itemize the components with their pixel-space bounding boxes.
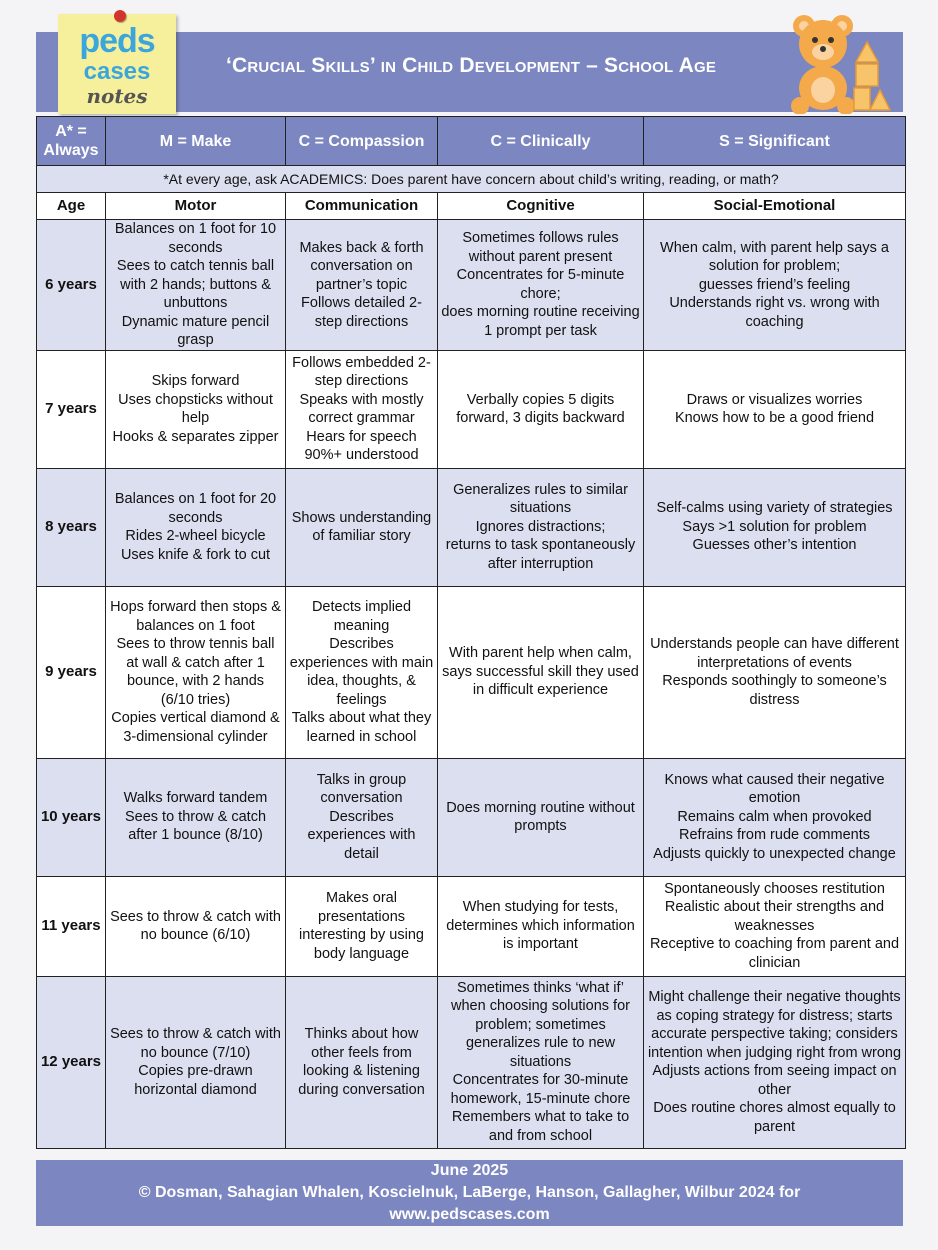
cell-cognitive: Sometimes follows rules without parent present Concentrates for 5-minute chore; does morning routine receiving 1 prompt per task bbox=[438, 220, 644, 351]
cell-age: 8 years bbox=[37, 468, 106, 586]
column-header-row bbox=[37, 193, 906, 220]
cell-motor: Skips forward Uses chopsticks without help Hooks & separates zipper bbox=[106, 350, 286, 468]
cell-cognitive: With parent help when calm, says successful skill they used in difficult experience bbox=[438, 586, 644, 758]
acms-always: A* = Always bbox=[37, 117, 106, 166]
development-table bbox=[36, 116, 906, 1149]
page-footer bbox=[36, 1160, 903, 1226]
cell-cognitive: Sometimes thinks ‘what if’ when choosing solutions for problem; sometimes generalizes rule to new situations Concentrates for 30-minute homework, 15-minute chore Remembers what to take to and from school bbox=[438, 976, 644, 1148]
cell-age: 12 years bbox=[37, 976, 106, 1148]
cell-social: Understands people can have different interpretations of events Responds soothingly to someone’s distress bbox=[644, 586, 906, 758]
table-row bbox=[37, 586, 906, 758]
cell-motor: Sees to throw & catch with no bounce (7/10) Copies pre-drawn horizontal diamond bbox=[106, 976, 286, 1148]
cell-social: Draws or visualizes worries Knows how to be a good friend bbox=[644, 350, 906, 468]
table-row bbox=[37, 758, 906, 876]
cell-motor: Walks forward tandem Sees to throw & catch after 1 bounce (8/10) bbox=[106, 758, 286, 876]
col-cognitive: Cognitive bbox=[438, 193, 644, 220]
acms-clinically: C = Clinically bbox=[438, 117, 644, 166]
col-social-emotional: Social-Emotional bbox=[644, 193, 906, 220]
cell-motor: Balances on 1 foot for 10 seconds Sees to catch tennis ball with 2 hands; buttons & unbuttons Dynamic mature pencil grasp bbox=[106, 220, 286, 351]
cell-age: 9 years bbox=[37, 586, 106, 758]
acms-significant: S = Significant bbox=[644, 117, 906, 166]
table-row bbox=[37, 876, 906, 976]
table-row bbox=[37, 350, 906, 468]
acms-make: M = Make bbox=[106, 117, 286, 166]
footer-date: June 2025 bbox=[430, 1162, 509, 1179]
col-age: Age bbox=[37, 193, 106, 220]
cell-age: 10 years bbox=[37, 758, 106, 876]
academics-note-row bbox=[37, 166, 906, 193]
teddy-bear-icon bbox=[782, 10, 892, 114]
cell-communication: Follows embedded 2-step directions Speaks with mostly correct grammar Hears for speech 90%+ understood bbox=[286, 350, 438, 468]
cell-cognitive: When studying for tests, determines which information is important bbox=[438, 876, 644, 976]
pushpin-icon bbox=[114, 10, 126, 22]
logo-word-notes: notes bbox=[86, 84, 148, 108]
cell-social: When calm, with parent help says a solution for problem; guesses friend’s feeling Understands right vs. wrong with coaching bbox=[644, 220, 906, 351]
table-body bbox=[37, 220, 906, 1149]
footer-url: www.pedscases.com bbox=[389, 1206, 550, 1223]
cell-communication: Makes oral presentations interesting by using body language bbox=[286, 876, 438, 976]
cell-cognitive: Generalizes rules to similar situations Ignores distractions; returns to task spontaneously after interruption bbox=[438, 468, 644, 586]
cell-communication: Detects implied meaning Describes experiences with main idea, thoughts, & feelings Talks about what they learned in school bbox=[286, 586, 438, 758]
cell-cognitive: Verbally copies 5 digits forward, 3 digits backward bbox=[438, 350, 644, 468]
logo-word-peds: peds bbox=[79, 22, 155, 60]
cell-social: Might challenge their negative thoughts as coping strategy for distress; starts accurate perspective taking; considers intention when judging right from wrong Adjusts actions from seeing impact on other Does routine chores almost equally to parent bbox=[644, 976, 906, 1148]
cell-social: Self-calms using variety of strategies Says >1 solution for problem Guesses other’s intention bbox=[644, 468, 906, 586]
cell-social: Spontaneously chooses restitution Realistic about their strengths and weaknesses Receptive to coaching from parent and clinician bbox=[644, 876, 906, 976]
cell-age: 6 years bbox=[37, 220, 106, 351]
logo-word-cases: cases bbox=[83, 58, 151, 85]
table-row bbox=[37, 468, 906, 586]
cell-age: 7 years bbox=[37, 350, 106, 468]
acms-compassion: C = Compassion bbox=[286, 117, 438, 166]
col-motor: Motor bbox=[106, 193, 286, 220]
cell-communication: Thinks about how other feels from looking & listening during conversation bbox=[286, 976, 438, 1148]
col-communication: Communication bbox=[286, 193, 438, 220]
pedscases-logo bbox=[58, 14, 176, 114]
footer-credit: © Dosman, Sahagian Whalen, Koscielnuk, LaBerge, Hanson, Gallagher, Wilbur 2024 for bbox=[138, 1184, 801, 1201]
table-row bbox=[37, 976, 906, 1148]
acms-header-row bbox=[37, 117, 906, 166]
page-title: ‘Crucial Skills’ in Child Development – School Age bbox=[226, 54, 717, 77]
academics-note: *At every age, ask ACADEMICS: Does parent have concern about child’s writing, reading, or math? bbox=[37, 166, 906, 193]
cell-communication: Makes back & forth conversation on partner’s topic Follows detailed 2-step directions bbox=[286, 220, 438, 351]
cell-cognitive: Does morning routine without prompts bbox=[438, 758, 644, 876]
cell-communication: Shows understanding of familiar story bbox=[286, 468, 438, 586]
cell-age: 11 years bbox=[37, 876, 106, 976]
cell-social: Knows what caused their negative emotion Remains calm when provoked Refrains from rude comments Adjusts quickly to unexpected change bbox=[644, 758, 906, 876]
table-row bbox=[37, 220, 906, 351]
cell-motor: Hops forward then stops & balances on 1 foot Sees to throw tennis ball at wall & catch after 1 bounce, with 2 hands (6/10 tries) Copies vertical diamond & 3-dimensional cylinder bbox=[106, 586, 286, 758]
cell-communication: Talks in group conversation Describes experiences with detail bbox=[286, 758, 438, 876]
cell-motor: Sees to throw & catch with no bounce (6/10) bbox=[106, 876, 286, 976]
cell-motor: Balances on 1 foot for 20 seconds Rides 2-wheel bicycle Uses knife & fork to cut bbox=[106, 468, 286, 586]
